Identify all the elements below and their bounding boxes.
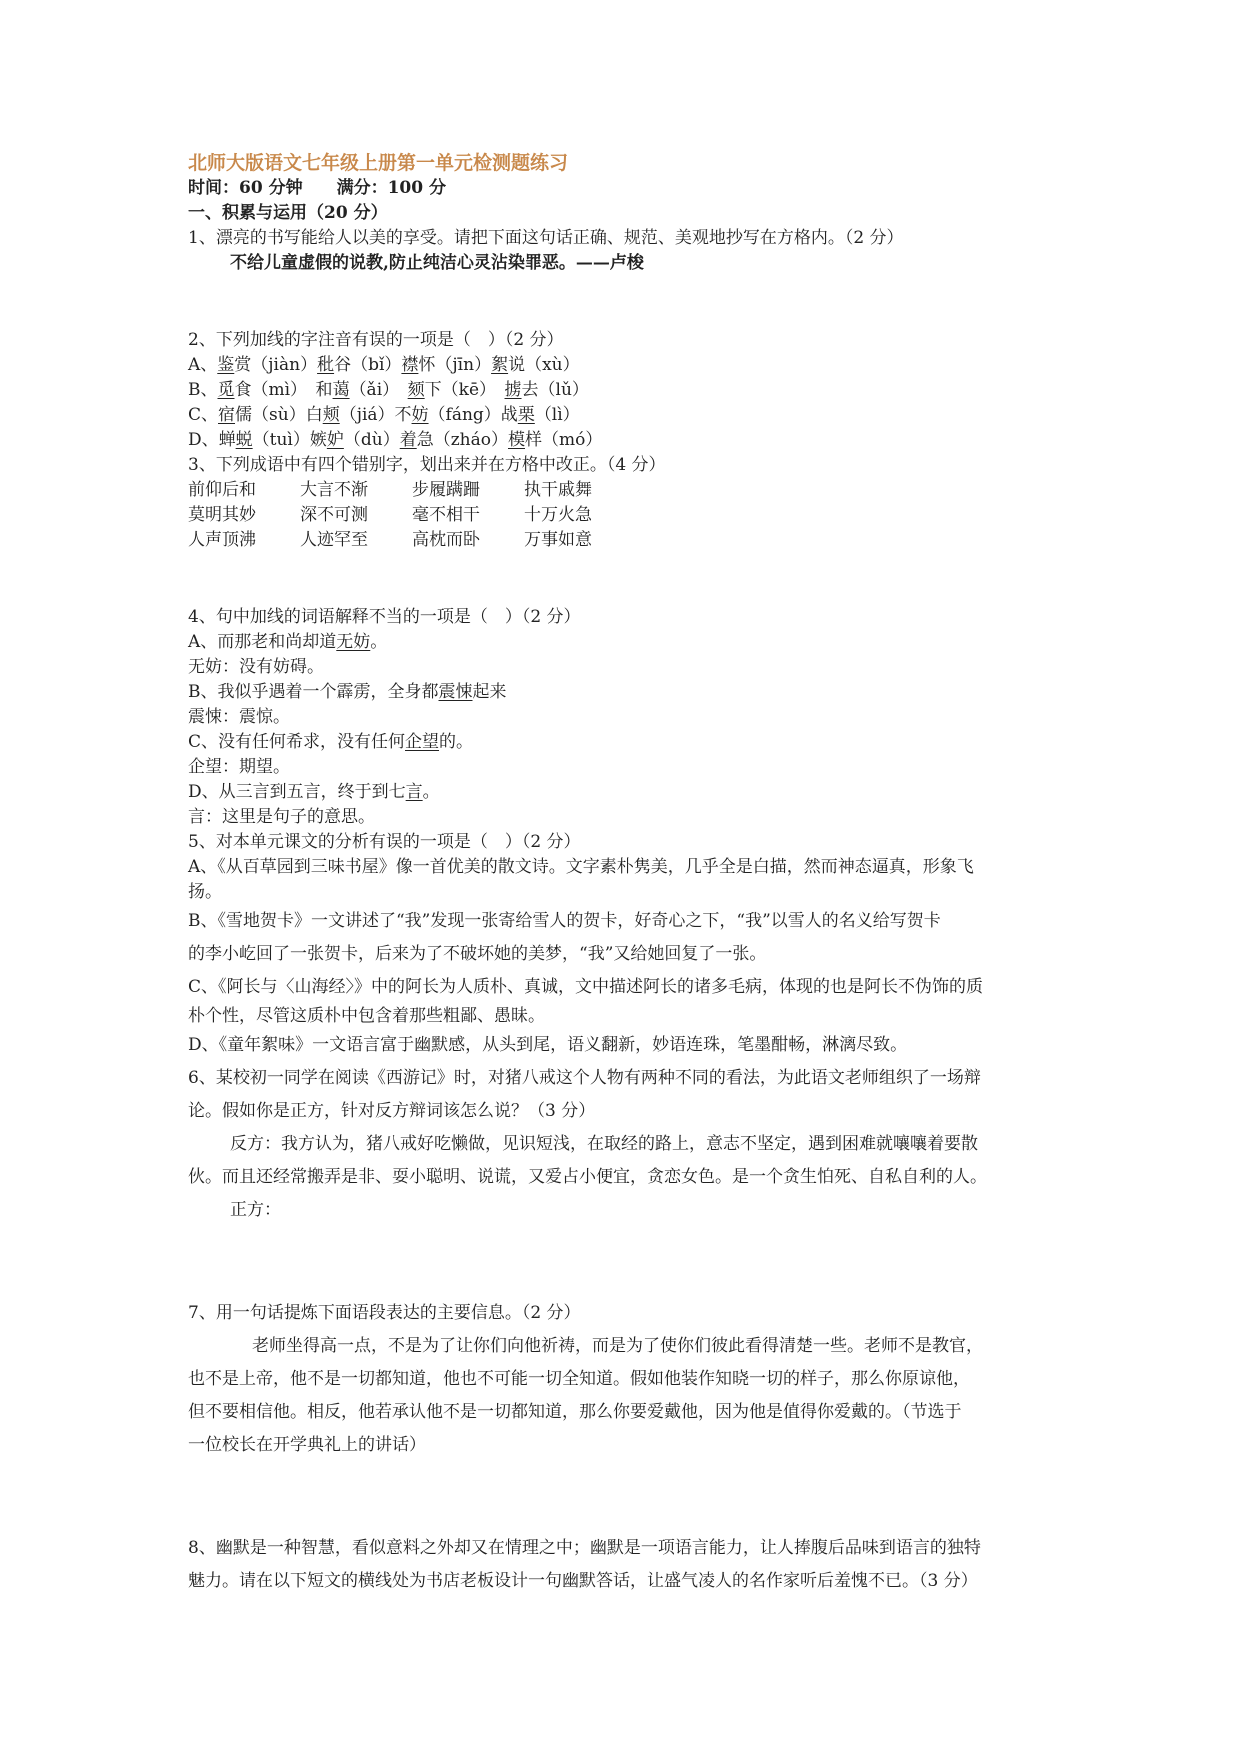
question-2-option-a: A、鉴赏（jiàn）秕谷（bǐ）襟怀（jīn）絮说（xù） — [188, 355, 580, 375]
section-heading: 一、积累与运用（20 分） — [188, 203, 388, 223]
exam-page — [188, 150, 1058, 1598]
question-7-passage-cont: 也不是上帝，他不是一切都知道，他也不可能一切全知道。假如他装作知晓一切的样子，那么你原谅他， — [188, 1369, 970, 1389]
question-5-option-b-cont: 的李小屹回了一张贺卡，后来为了不破坏她的美梦，“我”又给她回复了一张。 — [188, 944, 767, 964]
question-8-cont: 魅力。请在以下短文的横线处为书店老板设计一句幽默答话，让盛气凌人的名作家听后羞愧不已。（3 分） — [188, 1571, 978, 1591]
question-4-explanation-c: 企望：期望。 — [188, 757, 290, 777]
question-5-option-a-cont: 扬。 — [188, 882, 222, 902]
question-4-option-a: A、而那老和尚却道无妨。 — [188, 632, 388, 652]
question-6-opposing: 反方：我方认为，猪八戒好吃懒做，见识短浅，在取经的路上，意志不坚定，遇到困难就嚷嚷着要散 — [230, 1134, 978, 1154]
exam-meta: 时间：60 分钟 满分：100 分 — [188, 178, 446, 198]
idiom: 人迹罕至 — [300, 530, 368, 550]
question-7: 7、用一句话提炼下面语段表达的主要信息。（2 分） — [188, 1303, 581, 1323]
question-6-affirmative: 正方： — [230, 1200, 281, 1220]
idiom: 莫明其妙 — [188, 505, 256, 525]
question-4: 4、句中加线的词语解释不当的一项是（ ）（2 分） — [188, 607, 581, 627]
idiom-grid — [188, 478, 1058, 553]
question-4-option-d: D、从三言到五言，终于到七言。 — [188, 782, 440, 802]
question-4-explanation-d: 言：这里是句子的意思。 — [188, 807, 375, 827]
answer-space — [188, 553, 1058, 605]
idiom: 大言不渐 — [300, 480, 368, 500]
question-3: 3、下列成语中有四个错别字，划出来并在方格中改正。（4 分） — [188, 455, 666, 475]
question-6-opposing-cont: 伙。而且还经常搬弄是非、耍小聪明、说谎，又爱占小便宜，贪恋女色。是一个贪生怕死、自私自利的人。 — [188, 1167, 987, 1187]
question-4-option-b: B、我似乎遇着一个霹雳，全身都震悚起来 — [188, 682, 507, 702]
page-title: 北师大版语文七年级上册第一单元检测题练习 — [188, 152, 569, 174]
question-5-option-d: D、《童年絮味》一文语言富于幽默感，从头到尾，语义翻新，妙语连珠，笔墨酣畅，淋漓尽致。 — [188, 1035, 908, 1055]
question-5-option-c: C、《阿长与〈山海经〉》中的阿长为人质朴、真诚，文中描述阿长的诸多毛病，体现的也是阿长不伪饰的质 — [188, 977, 984, 997]
question-2: 2、下列加线的字注音有误的一项是（ ）（2 分） — [188, 330, 564, 350]
idiom: 毫不相干 — [412, 505, 480, 525]
question-7-passage: 老师坐得高一点，不是为了让你们向他祈祷，而是为了使你们彼此看得清楚一些。老师不是教官， — [252, 1336, 983, 1356]
idiom: 步履蹒跚 — [412, 480, 480, 500]
answer-space — [188, 1227, 1058, 1297]
question-5-option-b: B、《雪地贺卡》一文讲述了“我”发现一张寄给雪人的贺卡，好奇心之下，“我”以雪人的名义给写贺卡 — [188, 911, 941, 931]
question-5-option-a: A、《从百草园到三味书屋》像一首优美的散文诗。文字素朴隽美，几乎全是白描，然而神态逼真，形象飞 — [188, 857, 974, 877]
question-6-cont: 论。假如你是正方，针对反方辩词该怎么说？（3 分） — [188, 1101, 596, 1121]
question-2-option-b: B、觅食（mì） 和蔼（ǎi） 颏下（kē） 掳去（lǔ） — [188, 380, 589, 400]
answer-space — [188, 276, 1058, 328]
question-7-passage-cont: 但不要相信他。相反，他若承认他不是一切都知道，那么你要爱戴他，因为他是值得你爱戴的。（节选于 — [188, 1402, 962, 1422]
question-8: 8、幽默是一种智慧，看似意料之外却又在情理之中；幽默是一项语言能力，让人捧腹后品味到语言的独特 — [188, 1538, 981, 1558]
idiom: 万事如意 — [524, 530, 592, 550]
idiom: 十万火急 — [524, 505, 592, 525]
question-4-explanation-b: 震悚：震惊。 — [188, 707, 290, 727]
idiom: 高枕而卧 — [412, 530, 480, 550]
question-2-option-c: C、宿儒（sù）白颊（jiá）不妨（fáng）战栗（lì） — [188, 405, 580, 425]
idiom: 人声顶沸 — [188, 530, 256, 550]
idiom: 前仰后和 — [188, 480, 256, 500]
question-1-quote: 不给儿童虚假的说教,防止纯洁心灵沾染罪恶。——卢梭 — [230, 253, 644, 273]
question-4-explanation-a: 无妨：没有妨碍。 — [188, 657, 324, 677]
question-5: 5、对本单元课文的分析有误的一项是（ ）（2 分） — [188, 832, 581, 852]
answer-space — [188, 1462, 1058, 1532]
question-4-option-c: C、没有任何希求，没有任何企望的。 — [188, 732, 474, 752]
question-7-passage-cont: 一位校长在开学典礼上的讲话） — [188, 1435, 426, 1455]
question-1: 1、漂亮的书写能给人以美的享受。请把下面这句话正确、规范、美观地抄写在方格内。（2 分） — [188, 228, 904, 248]
idiom: 深不可测 — [300, 505, 368, 525]
idiom: 执干戚舞 — [524, 480, 592, 500]
question-2-option-d: D、蝉蜕（tuì）嫉妒（dù）着急（zháo）模样（mó） — [188, 430, 603, 450]
question-5-option-c-cont: 朴个性，尽管这质朴中包含着那些粗鄙、愚昧。 — [188, 1006, 545, 1026]
question-6: 6、某校初一同学在阅读《西游记》时，对猪八戒这个人物有两种不同的看法，为此语文老师组织了一场辩 — [188, 1068, 981, 1088]
